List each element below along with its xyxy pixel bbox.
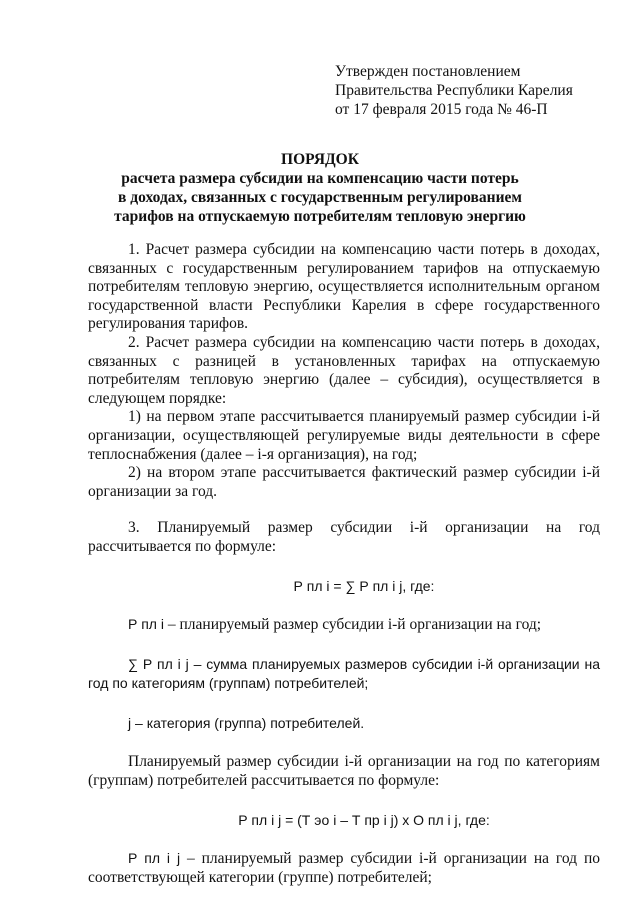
definition-3-symbol: j bbox=[128, 714, 132, 731]
formula-2: Р пл i j = (Т эо i – Т пр i j) х О пл i j, где: bbox=[238, 811, 490, 828]
definition-2-text: – сумма планируемых размеров субсидии i-й организации на год по категориям (группам) потребителей; bbox=[88, 655, 600, 692]
title-line-3: тарифов на отпускаемую потребителям тепловую энергию bbox=[114, 208, 526, 225]
title-heading: ПОРЯДОК bbox=[281, 151, 359, 168]
definition-1 bbox=[88, 615, 600, 635]
paragraph-2-item-2: 2) на втором этапе рассчитывается фактический размер субсидии i-й организации за год. bbox=[88, 464, 600, 500]
approval-line-3: от 17 февраля 2015 года № 46-П bbox=[335, 101, 548, 118]
title-line-1: расчета размера субсидии на компенсацию части потерь bbox=[121, 170, 519, 187]
paragraph-2-item-1: 1) на первом этапе рассчитывается планируемый размер субсидии i-й организации, осуществляющей регулируемые виды деятельности в сфере теплоснабжения (далее – i-я организация), на год; bbox=[88, 408, 600, 463]
paragraph-4: Планируемый размер субсидии i-й организации на год по категориям (группам) потребителей рассчитывается по формуле: bbox=[88, 753, 600, 790]
approval-stamp bbox=[335, 62, 573, 119]
document-body bbox=[88, 241, 600, 887]
document-title bbox=[90, 150, 550, 226]
definition-2 bbox=[88, 655, 600, 694]
formula-1: Р пл i = ∑ Р пл i j, где: bbox=[293, 577, 435, 594]
title-line-2: в доходах, связанных с государственным регулированием bbox=[118, 189, 522, 206]
definition-4-text: – планируемый размер субсидии i-й организации на год по соответствующей категории (группе) потребителей; bbox=[88, 850, 600, 886]
paragraph-3: 3. Планируемый размер субсидии i-й организации на год рассчитывается по формуле: bbox=[88, 519, 600, 555]
definition-2-symbol: ∑ Р пл i j bbox=[128, 655, 189, 672]
definition-1-text: – планируемый размер субсидии i-й организации на год; bbox=[163, 616, 542, 634]
definition-3-text: – категория (группа) потребителей. bbox=[131, 714, 365, 731]
definition-4-symbol: Р пл i j bbox=[128, 850, 181, 867]
definition-3 bbox=[88, 714, 600, 734]
approval-line-2: Правительства Республики Карелия bbox=[335, 82, 573, 99]
paragraph-1: 1. Расчет размера субсидии на компенсацию части потерь в доходах, связанных с государственным регулированием тарифов на отпускаемую потребителям тепловую энергию, осуществляется исполнительным органом государственной власти Республики Карелия в сфере государственного регулирования тарифов. bbox=[88, 241, 600, 333]
paragraph-2: 2. Расчет размера субсидии на компенсацию части потерь в доходах, связанных с разницей в установленных тарифах на отпускаемую потребителям тепловую энергию (далее – субсидия), осуществляется в следующем порядке: bbox=[88, 333, 600, 407]
definition-4 bbox=[88, 849, 600, 887]
definition-1-symbol: Р пл i bbox=[128, 616, 164, 633]
approval-line-1: Утвержден постановлением bbox=[335, 63, 521, 80]
